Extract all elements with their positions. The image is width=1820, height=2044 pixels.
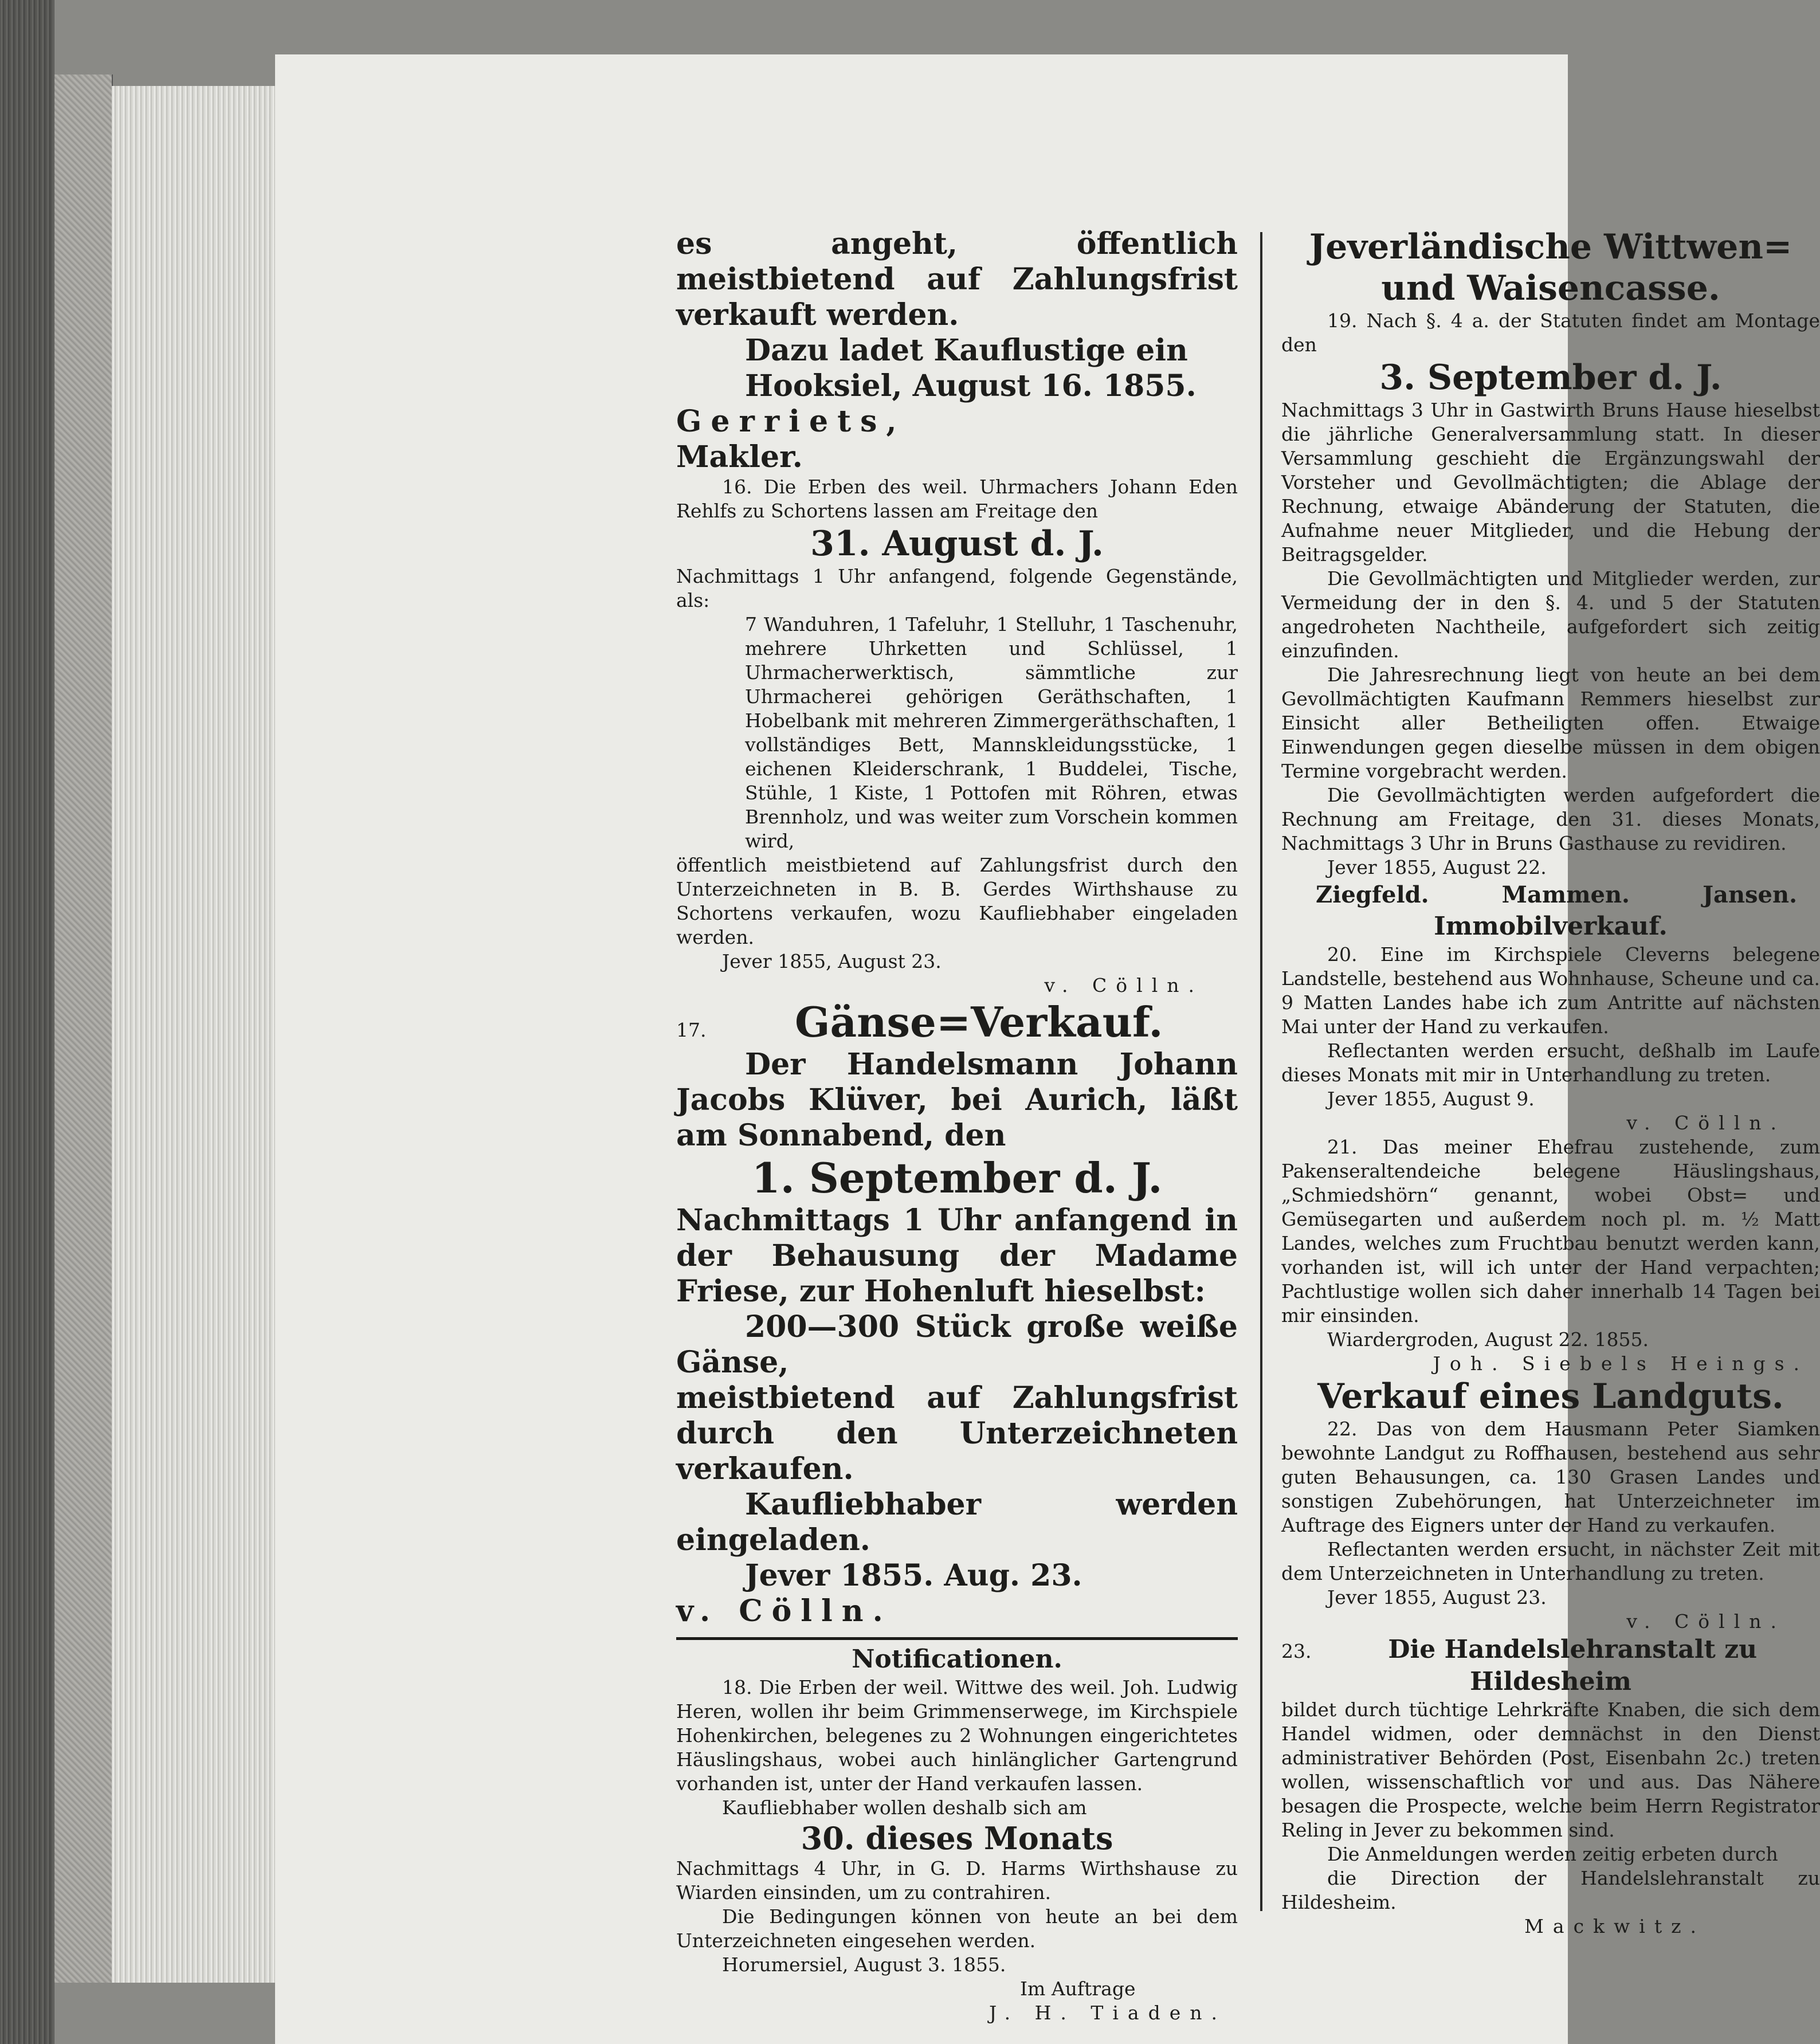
immobilverkauf-heading: Immobilverkauf. [1434, 912, 1668, 941]
notice-23-title-line2: Hildesheim [1470, 1667, 1631, 1696]
notice-17-signature: v. Cölln. [676, 1594, 892, 1629]
notice-21-signature: Joh. Siebels Heings. [1433, 1352, 1809, 1375]
notice-18-auftrag: Im Auftrage [1020, 1978, 1136, 2000]
notice-17-body3: meistbietend auf Zahlungsfrist durch den Unterzeichneten verkaufen. [676, 1380, 1238, 1486]
invitation-line: Dazu ladet Kauflustige ein [745, 333, 1188, 368]
notice-16-date: 31. August d. J. [810, 524, 1104, 564]
notifications-heading: Notificationen. [852, 1645, 1062, 1674]
continuation-text: es angeht, öffentlich meistbietend auf Zahlungsfrist verkauft werden. [676, 226, 1238, 332]
right-title: Jeverländische Wittwen= und Waisencasse. [1309, 227, 1792, 308]
notice-19-p3: Die Jahresrechnung liegt von heute an bei dem Gevollmächtigten Kaufmann Remmers hieselbst zur Einsicht aller Betheiligten offen. Etwaige Einwendungen gegen dieselbe müssen in dem obigen Termine vorgebracht werden. [1281, 664, 1820, 782]
notice-17-heading-row [676, 998, 1238, 1047]
notice-18-signature: J. H. Tiaden. [989, 2002, 1226, 2024]
notice-18-conditions: Die Bedingungen können von heute an bei dem Unterzeichneten eingesehen werden. [676, 1905, 1238, 1952]
notice-19-date: 3. September d. J. [1379, 358, 1722, 398]
notice-22-place: Jever 1855, August 23. [1327, 1586, 1547, 1608]
notice-19-place: Jever 1855, August 22. [1327, 856, 1547, 878]
notice-17-body2: Nachmittags 1 Uhr anfangend in der Behausung der Madame Friese, zur Hohenluft hieselbst: [676, 1203, 1238, 1309]
notice-18-invite: Kaufliebhaber wollen deshalb sich am [722, 1796, 1087, 1819]
notice-18-time: Nachmittags 4 Uhr, in G. D. Harms Wirthshause zu Wiarden einsinden, um zu contrahiren. [676, 1857, 1238, 1904]
notice-23-body: bildet durch tüchtige Lehrkräfte Knaben, die sich dem Handel widmen, oder demnächst in den Dienst administrativer Behörden (Post, Eisenbahn 2c.) treten wollen, wissenschaftlich vor und aus. Das Nähere besagen die Prospecte, welche beim Herrn Registrator Reling in Jever zu bekommen sind. [1281, 1698, 1820, 1841]
notice-23-heading-row [1281, 1634, 1820, 1666]
notice-22-body: 22. Das von dem Hausmann Peter Siamken bewohnte Landgut zu Roffhausen, bestehend aus sehr guten Behausungen, ca. 130 Grasen Landes und sonstigen Zubehörungen, hat Unterzeichneter im Auftrage des Eigners unter der Hand zu verkaufen. [1281, 1418, 1820, 1536]
notice-16-items: 7 Wanduhren, 1 Tafeluhr, 1 Stelluhr, 1 Taschenuhr, mehrere Uhrketten und Schlüssel, 1 Uhrmacherwerktisch, sämmtliche zur Uhrmacherei gehörigen Geräthschaften, 1 Hobelbank mit mehreren Zimmergeräthschaften, 1 vollständiges Bett, Mannskleidungsstücke, 1 eichenen Kleiderschrank, 1 Buddelei, Tische, Stühle, 1 Kiste, 1 Pottofen mit Röhren, etwas Brennholz, und was weiter zum Vorschein kommen wird, [745, 613, 1238, 852]
notice-22-signature: v. Cölln. [1626, 1610, 1786, 1633]
notice-19-intro: 19. Nach §. 4 a. der Statuten findet am Montage den [1281, 309, 1820, 356]
section-divider [676, 1637, 1238, 1640]
notice-19-p2: Die Gevollmächtigten und Mitglieder werden, zur Vermeidung der in den §. 4. und 5 der Statuten angedroheten Nachtheile, aufgefordert sich zeitig einzufinden. [1281, 567, 1820, 662]
notice-21-body: 21. Das meiner Ehefrau zustehende, zum Pakenseraltendeiche belegene Häuslingshaus, „Schmiedshörn“ genannt, wobei Obst= und Gemüsegarten und außerdem noch pl. m. ½ Matt Landes, welches zum Fruchtbau benutzt werden kann, vorhanden ist, will ich unter der Hand verpachten; Pachtlustige wollen sich daher innerhalb 14 Tagen bei mir einsinden. [1281, 1136, 1820, 1327]
notice-23-signature: Mackwitz. [1524, 1915, 1705, 1937]
notice-20-p2: Reflectanten werden ersucht, deßhalb im Laufe dieses Monats mit mir in Unterhandlung zu treten. [1281, 1039, 1820, 1086]
notice-17-invite: Kaufliebhaber werden eingeladen. [676, 1487, 1238, 1557]
notice-23-p2: Die Anmeldungen werden zeitig erbeten durch [1327, 1843, 1778, 1865]
notice-18-date: 30. dieses Monats [801, 1820, 1113, 1857]
book-binding [0, 0, 54, 2044]
notice-19-body: Nachmittags 3 Uhr in Gastwirth Bruns Hause hieselbst die jährliche Generalversammlung statt. In dieser Versammlung geschieht die Ergänzungswahl der Vorsteher und Gevollmächtigten; die Ablage der Rechnung, etwaige Abänderung der Statuten, die Aufnahme neuer Mitglieder, und die Hebung der Beitragsgelder. [1281, 399, 1820, 566]
landgut-heading: Verkauf eines Landguts. [1317, 1376, 1784, 1417]
signature-name: Gerriets, [676, 404, 906, 439]
notice-23-title-line1: Die Handelslehranstalt zu [1388, 1635, 1758, 1664]
notice-21-place: Wiardergroden, August 22. 1855. [1327, 1328, 1649, 1351]
notice-19-p4: Die Gevollmächtigten werden aufgefordert die Rechnung am Freitage, den 31. dieses Monats, Nachmittags 3 Uhr in Bruns Gasthause zu revidiren. [1281, 784, 1820, 854]
notice-16-signature: v. Cölln. [1044, 974, 1203, 997]
notice-17-date: 1. September d. J. [751, 1154, 1163, 1202]
notice-23-p3: die Direction der Handelslehranstalt zu Hildesheim. [1281, 1867, 1820, 1913]
signature-title: Makler. [676, 440, 803, 474]
notice-17-goods: 200—300 Stück große weiße Gänse, [676, 1309, 1238, 1380]
notice-22-p2: Reflectanten werden ersucht, in nächster Zeit mit dem Unterzeichneten in Unterhandlung zu treten. [1281, 1538, 1820, 1584]
notice-17-number: 17. [676, 1019, 707, 1041]
notice-19-signatures [1316, 880, 1797, 911]
newspaper-page [275, 54, 1820, 2044]
signature-mammen: Mammen. [1501, 881, 1630, 908]
left-column [676, 226, 1238, 2025]
notice-18-place: Horumersiel, August 3. 1855. [722, 1953, 1006, 1976]
place-date-line: Hooksiel, August 16. 1855. [745, 368, 1197, 403]
notice-17-place: Jever 1855. Aug. 23. [745, 1558, 1082, 1593]
notice-20-signature: v. Cölln. [1626, 1112, 1786, 1134]
notice-23-number: 23. [1281, 1640, 1312, 1662]
notice-20-place: Jever 1855, August 9. [1327, 1088, 1535, 1110]
notice-16-time: Nachmittags 1 Uhr anfangend, folgende Gegenstände, als: [676, 565, 1238, 611]
signature-jansen: Jansen. [1703, 881, 1797, 908]
notice-16-sale: öffentlich meistbietend auf Zahlungsfrist durch den Unterzeichneten in B. B. Gerdes Wirthshause zu Schortens verkaufen, wozu Kaufliebhaber eingeladen werden. [676, 854, 1238, 948]
signature-ziegfeld: Ziegfeld. [1316, 881, 1429, 908]
notice-20-body: 20. Eine im Kirchspiele Cleverns belegene Landstelle, bestehend aus Wohnhause, Scheune und ca. 9 Matten Landes habe ich zum Antritte auf nächsten Mai unter der Hand zu verkaufen. [1281, 943, 1820, 1038]
notice-16-place: Jever 1855, August 23. [722, 950, 942, 972]
column-rule [1260, 232, 1262, 1911]
right-column [1281, 226, 1820, 1939]
book-spine-cloth [54, 74, 113, 1983]
notice-18-body: 18. Die Erben der weil. Wittwe des weil. Joh. Ludwig Heren, wollen ihr beim Grimmenserwege, im Kirchspiele Hohenkirchen, belegenes zu 2 Wohnungen eingerichtetes Häuslingshaus, wobei auch hinlänglicher Gartengrund vorhanden ist, unter der Hand verkaufen lassen. [676, 1676, 1238, 1795]
notice-17-title: Gänse=Verkauf. [794, 998, 1163, 1046]
notice-17-body1: Der Handelsmann Johann Jacobs Klüver, bei Aurich, läßt am Sonnabend, den [676, 1047, 1238, 1153]
notice-16-intro: 16. Die Erben des weil. Uhrmachers Johann Eden Rehlfs zu Schortens lassen am Freitage den [676, 476, 1238, 522]
page-edges [112, 86, 275, 1983]
